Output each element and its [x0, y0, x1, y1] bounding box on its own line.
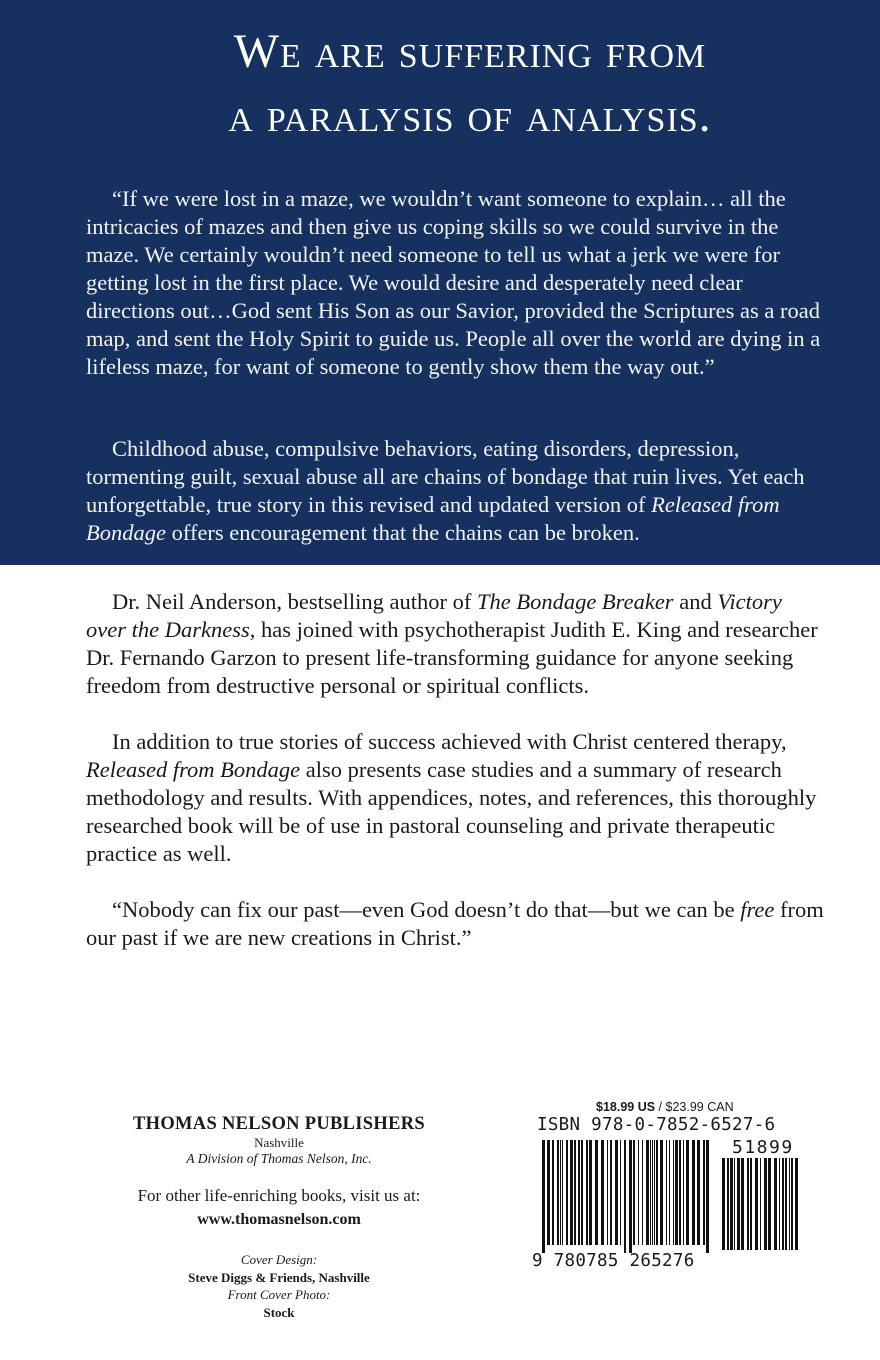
barcode-bar: [747, 1158, 749, 1250]
barcode-bar: [586, 1140, 588, 1245]
barcode-bar: [697, 1140, 700, 1245]
barcode-bar: [669, 1140, 670, 1245]
visit-text: For other life-enriching books, visit us at:: [137, 1186, 421, 1205]
headline-line-2: a paralysis of analysis.: [228, 89, 712, 142]
barcode-bar: [675, 1140, 678, 1245]
barcode-bar: [768, 1158, 771, 1250]
price-can: $23.99 CAN: [665, 1100, 734, 1114]
barcode-bar: [560, 1140, 561, 1245]
emphasis-free: free: [740, 897, 775, 922]
barcode-bar: [601, 1140, 604, 1245]
headline-line-1: We are suffering from: [233, 25, 707, 78]
headline: [0, 20, 880, 148]
closing-quote: “Nobody can fix our past—even God doesn’t do that—but we can be free from our past if we are new creations in Christ.”: [86, 897, 824, 950]
barcode-bar: [785, 1158, 787, 1250]
cover-design-value: Steve Diggs & Friends, Nashville: [188, 1270, 370, 1285]
barcode-bar: [673, 1140, 674, 1245]
price-line: $18.99 US / $23.99 CAN: [596, 1100, 734, 1114]
isbn-number: ISBN 978-0-7852-6527-6: [537, 1115, 776, 1135]
barcode-bar: [683, 1140, 684, 1245]
publisher-city: Nashville: [254, 1135, 304, 1150]
barcode-bar: [552, 1140, 554, 1245]
barcode-bar: [795, 1158, 798, 1250]
barcode-bar: [607, 1140, 608, 1245]
barcode-bar: [620, 1140, 621, 1245]
ean-barcode-icon: [542, 1140, 712, 1255]
publisher-division: A Division of Thomas Nelson, Inc.: [186, 1151, 372, 1166]
title-victory-darkness: Victory over the Darkness: [86, 589, 782, 642]
barcode-bar: [610, 1140, 612, 1245]
barcode-bar: [624, 1140, 626, 1253]
price-us: $18.99 US: [596, 1100, 656, 1114]
barcode-bar: [764, 1158, 767, 1250]
barcode-bar: [706, 1140, 709, 1253]
barcode-bar: [570, 1140, 573, 1245]
blue-header-panel: [0, 0, 880, 565]
barcode-bar: [589, 1140, 592, 1245]
barcode-bar: [660, 1140, 663, 1245]
barcode-bar: [692, 1140, 695, 1245]
barcode-bar: [734, 1158, 735, 1250]
barcode-bar: [557, 1140, 559, 1245]
barcode-bar: [650, 1140, 651, 1245]
barcode-bar: [730, 1158, 733, 1250]
title-bondage-breaker: The Bondage Breaker: [476, 589, 674, 614]
barcode-bar: [727, 1158, 729, 1250]
barcode-bar: [642, 1140, 643, 1245]
bondage-paragraph: Childhood abuse, compulsive behaviors, eating disorders, depression, tormenting guilt, sexual abuse all are chains of bondage that ruin lives. Yet each unforgettable, true story in this revised and updated version of Released from Bondage offers encouragement that the chains can be broken.: [86, 436, 805, 545]
barcode-bar: [566, 1140, 568, 1245]
cover-photo-value: Stock: [263, 1305, 295, 1320]
barcode-bar: [581, 1140, 583, 1245]
barcode-bar: [574, 1140, 576, 1245]
barcode-bar: [666, 1140, 667, 1245]
publisher-url: www.thomasnelson.com: [197, 1211, 361, 1228]
barcode-bar: [595, 1140, 598, 1245]
barcode-bar: [760, 1158, 761, 1250]
barcode-bar: [633, 1140, 635, 1245]
barcode-bar: [542, 1140, 545, 1253]
barcode-bar: [646, 1140, 649, 1245]
barcode-bar: [741, 1158, 744, 1250]
barcode-bar: [654, 1140, 655, 1245]
barcode-bar: [703, 1140, 705, 1245]
barcode-bar: [638, 1140, 639, 1245]
barcode-bar: [615, 1140, 618, 1245]
barcode-bar: [722, 1158, 725, 1250]
barcode-bar: [629, 1140, 632, 1253]
barcode-bar: [737, 1158, 740, 1250]
barcode-bar: [779, 1158, 780, 1250]
barcode-bar: [789, 1158, 790, 1250]
barcode-bar: [547, 1140, 550, 1245]
publisher-name: THOMAS NELSON PUBLISHERS: [133, 1114, 425, 1134]
book-title: Released from Bondage: [86, 492, 780, 545]
addon-barcode-icon: [722, 1158, 804, 1252]
barcode-bar: [562, 1140, 563, 1245]
barcode-bar: [755, 1158, 758, 1250]
barcode-bar: [679, 1140, 681, 1245]
research-paragraph: In addition to true stories of success achieved with Christ centered therapy, Released from Bondage also presents case studies and a summary of research methodology and results. With appendices, notes, and references, this thoroughly researched book will be of use in pastoral counseling and private therapeutic practice as well.: [86, 729, 817, 866]
maze-quote: “If we were lost in a maze, we wouldn’t want someone to explain… all the intricacies of mazes and then give us coping skills so we could survive in the maze. We certainly wouldn’t need someone to tell us what a jerk we were for getting lost in the first place. We would desire and desperately need clear directions out…God sent His Son as our Savior, provided the Scriptures as a road map, and sent the Holy Spirit to guide us. People all over the world are dying in a lifeless maze, for want of someone to gently show them the way out.”: [86, 186, 821, 379]
ean-number: 9 780785 265276: [532, 1251, 695, 1271]
barcode-bar: [656, 1140, 658, 1245]
book-title: Released from Bondage: [86, 757, 301, 782]
barcode-bar: [686, 1140, 689, 1245]
cover-photo-label: Front Cover Photo:: [227, 1287, 331, 1302]
barcode-bar: [782, 1158, 784, 1250]
barcode-bar: [578, 1140, 580, 1245]
barcode-bar: [791, 1158, 793, 1250]
barcode-bar: [750, 1158, 752, 1250]
barcode-bar: [774, 1158, 777, 1250]
cover-design-label: Cover Design:: [240, 1252, 318, 1267]
barcode-bar: [652, 1140, 653, 1245]
addon-number: 51899: [732, 1137, 794, 1158]
authors-paragraph: Dr. Neil Anderson, bestselling author of The Bondage Breaker and Victory over the Darkness, has joined with psychotherapist Judith E. King and researcher Dr. Fernando Garzon to present life-transforming guidance for anyone seeking freedom from destructive personal or spiritual conflicts.: [86, 589, 818, 698]
